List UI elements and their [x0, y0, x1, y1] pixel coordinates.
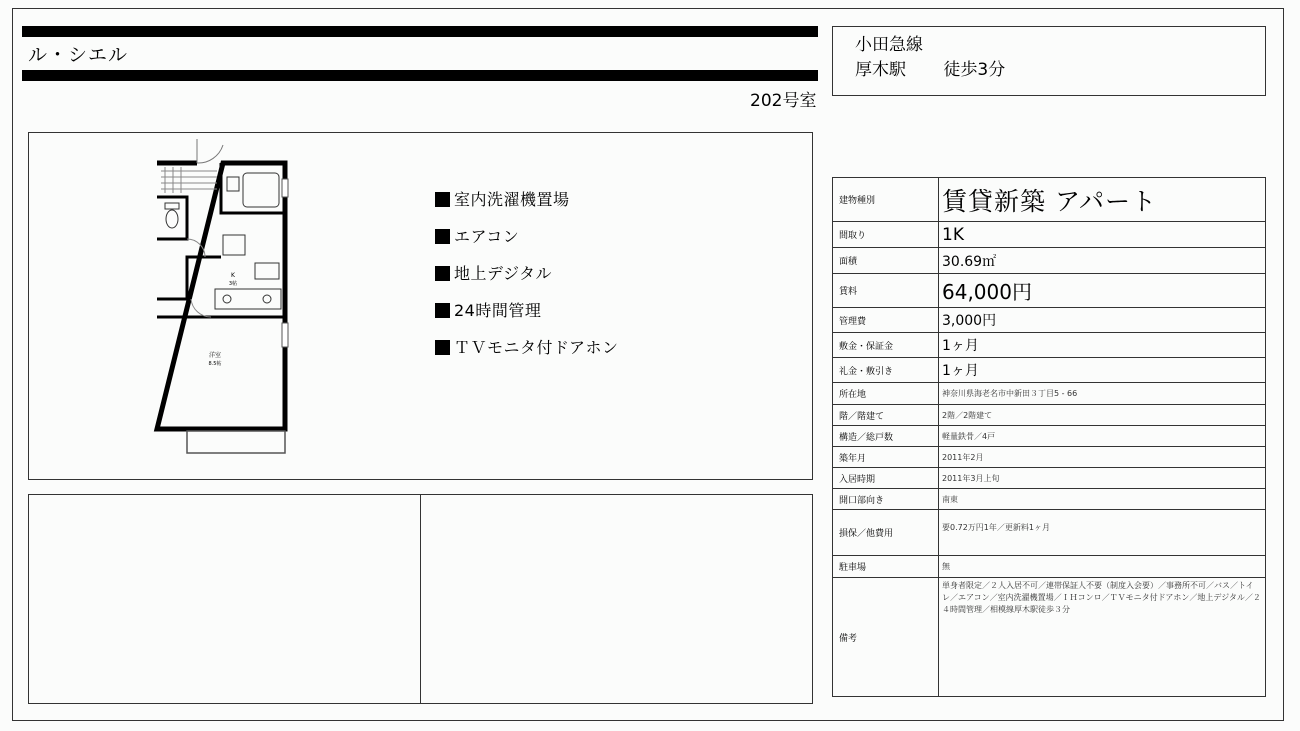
spec-value: 1K	[939, 222, 1266, 248]
spec-label: 所在地	[833, 383, 939, 405]
room-number: 202号室	[750, 91, 817, 111]
spec-label: 賃料	[833, 274, 939, 308]
floorplan-label-main: 洋室	[208, 352, 222, 359]
spec-value: 3,000円	[939, 308, 1266, 333]
feature-item: 地上デジタル	[435, 255, 619, 292]
spec-value: 賃貸新築 アパート	[939, 178, 1266, 222]
access-box	[832, 26, 1266, 96]
access-station-row	[855, 58, 1265, 83]
access-line: 小田急線	[855, 35, 923, 55]
floorplan-label-main-size: 8.5帖	[208, 361, 222, 367]
floorplan-drawing	[151, 139, 321, 464]
spec-label: 間取り	[833, 222, 939, 248]
spec-label: 損保／他費用	[833, 510, 939, 556]
spec-label: 駐車場	[833, 556, 939, 578]
spec-label: 敷金・保証金	[833, 333, 939, 358]
spec-value: 南東	[939, 489, 1266, 510]
table-row	[833, 426, 1266, 447]
spec-value: 1ヶ月	[939, 358, 1266, 383]
spec-value: 1ヶ月	[939, 333, 1266, 358]
table-row	[833, 274, 1266, 308]
spec-value: 2011年3月上旬	[939, 468, 1266, 489]
bathtub-icon	[243, 173, 279, 207]
spec-value: 要0.72万円1年／更新料1ヶ月	[939, 510, 1266, 556]
table-row	[833, 510, 1266, 556]
spec-label: 構造／総戸数	[833, 426, 939, 447]
table-row	[833, 248, 1266, 274]
feature-item: ＴＶモニタ付ドアホン	[435, 329, 619, 366]
table-row	[833, 405, 1266, 426]
table-row	[833, 447, 1266, 468]
spec-value: 神奈川県海老名市中新田３丁目5 - 66	[939, 383, 1266, 405]
spec-label: 建物種別	[833, 178, 939, 222]
spec-label: 備考	[833, 578, 939, 697]
table-row	[833, 468, 1266, 489]
building-name: ル・シエル	[28, 44, 129, 66]
photo-panel-right	[420, 494, 813, 704]
washbasin-icon	[227, 177, 239, 191]
spec-table	[832, 177, 1266, 697]
header-top-rule	[22, 26, 818, 37]
feature-list	[435, 181, 619, 366]
table-row	[833, 358, 1266, 383]
header-bottom-rule	[22, 70, 818, 81]
table-row	[833, 178, 1266, 222]
spec-value: 30.69㎡	[939, 248, 1266, 274]
spec-label: 管理費	[833, 308, 939, 333]
spec-label: 築年月	[833, 447, 939, 468]
table-row	[833, 489, 1266, 510]
entrance-step-icon	[161, 167, 217, 193]
refrigerator-icon	[255, 263, 279, 279]
balcony-outline	[187, 431, 285, 453]
toilet-icon	[166, 210, 178, 228]
table-row	[833, 556, 1266, 578]
spec-label: 開口部向き	[833, 489, 939, 510]
spec-value: 2階／2階建て	[939, 405, 1266, 426]
spec-value: 無	[939, 556, 1266, 578]
spec-label: 入居時期	[833, 468, 939, 489]
feature-item: 24時間管理	[435, 292, 619, 329]
feature-item: エアコン	[435, 218, 619, 255]
spec-label: 階／階建て	[833, 405, 939, 426]
spec-label: 礼金・敷引き	[833, 358, 939, 383]
washing-machine-icon	[223, 235, 245, 255]
floorplan-label-k: K	[231, 272, 235, 279]
table-row	[833, 383, 1266, 405]
spec-value: 軽量鉄骨／4戸	[939, 426, 1266, 447]
floorplan-panel	[28, 132, 813, 480]
spec-value: 2011年2月	[939, 447, 1266, 468]
spec-value: 単身者限定／２人入居不可／連帯保証人不要（制度入会要）／事務所不可／バス／トイレ／エアコン／室内洗濯機置場／ＩＨコンロ／ＴＶモニタ付ドアホン／地上デジタル／２４時間管理／相模線厚木駅徒歩３分	[939, 578, 1266, 697]
table-row	[833, 308, 1266, 333]
photo-panel-left	[28, 494, 421, 704]
spec-label: 面積	[833, 248, 939, 274]
access-walk: 徒歩3分	[943, 60, 1006, 80]
table-row	[833, 222, 1266, 248]
spec-value: 64,000円	[939, 274, 1266, 308]
table-row	[833, 333, 1266, 358]
access-station: 厚木駅	[855, 60, 906, 80]
feature-item: 室内洗濯機置場	[435, 181, 619, 218]
floorplan-label-k-size: 3帖	[228, 281, 238, 287]
table-row	[833, 578, 1266, 697]
